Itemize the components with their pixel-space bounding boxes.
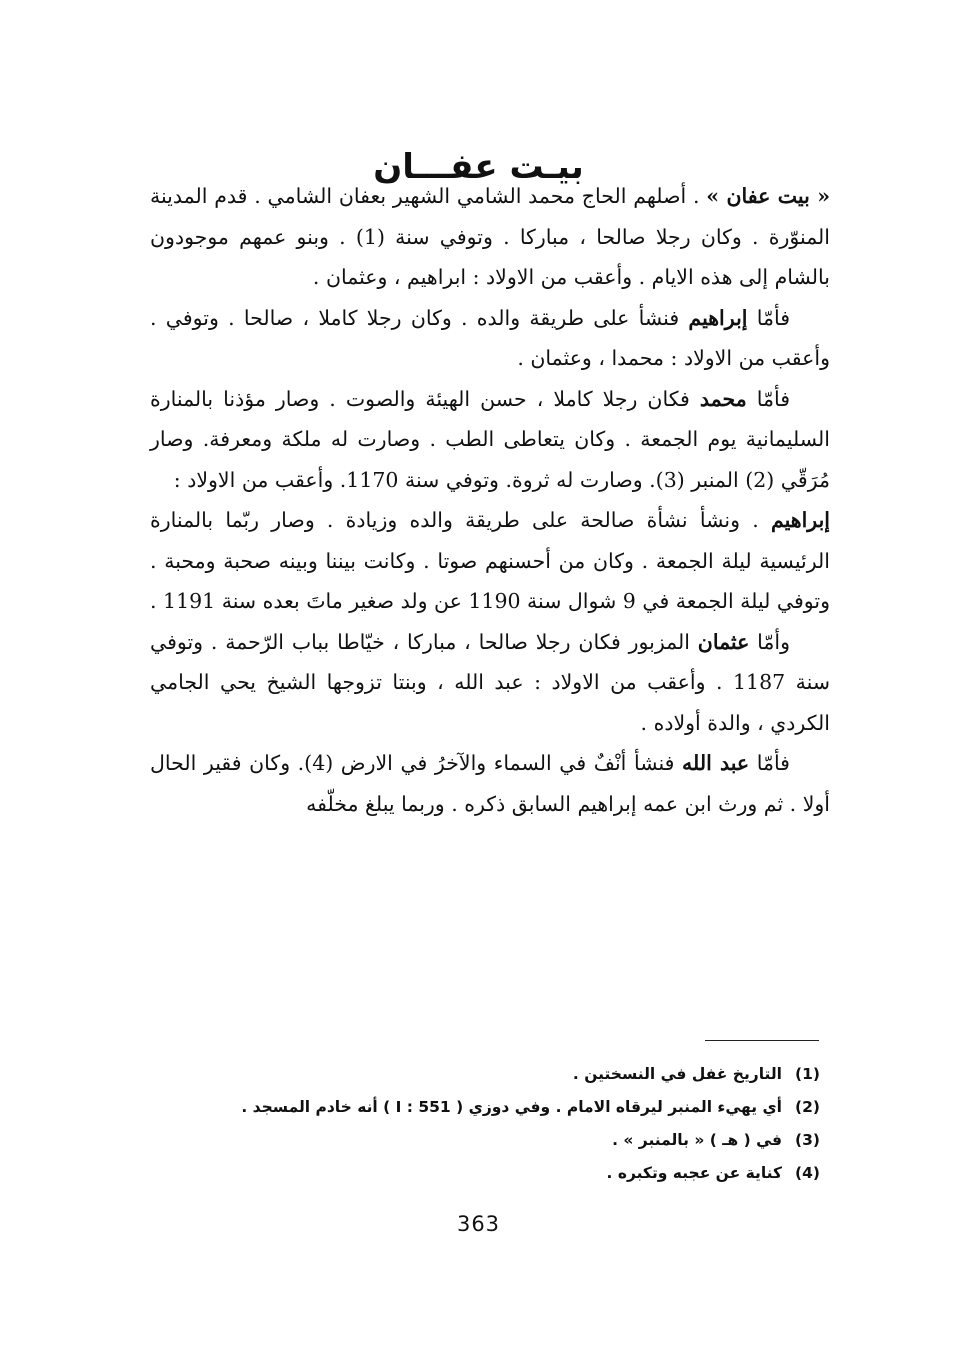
paragraph-text: فنشأ على طريقة والده . وكان رجلا كاملا ، صالحا . وتوفي . وأعقب من الاولاد : محمدا ، وعثمان . [150, 305, 830, 370]
footnote-text: التاريخ غفل في النسختين . [572, 1065, 782, 1083]
paragraph-heading: عبد الله [682, 751, 750, 775]
paragraph-text: . ونشأ نشأة صالحة على طريقة والده وزيادة . وصار ربّما بالمنارة الرئيسية ليلة الجمعة . وكان من أحسنهم صوتا . وكانت بيننا وبينه صحبة ومحبة . وتوفي ليلة الجمعة في 9 شوال سنة 1190 عن ولد صغير ماتَ بعده سنة 1191 . [150, 508, 830, 613]
paragraph-lead: فأمّا [746, 386, 790, 411]
paragraph-abdullah [150, 743, 830, 824]
paragraph-uthman [150, 622, 830, 744]
paragraph-heading: محمد [699, 386, 747, 411]
paragraph-lead: فأمّا [747, 305, 790, 330]
footnote-item [140, 1058, 820, 1091]
footnote-text: أي يهيء المنبر ليرقاه الامام . وفي دوزي ( I : 551 ) أنه خادم المسجد . [241, 1098, 782, 1116]
paragraph-lead: فأمّا [749, 751, 790, 775]
footnote-item [140, 1157, 820, 1190]
paragraph-heading: عثمان [697, 629, 750, 654]
paragraph-lead: وأمّا [749, 629, 791, 654]
footnote-number: (4) [795, 1164, 820, 1182]
paragraph-text: فكان رجلا كاملا ، حسن الهيئة والصوت . وصار مؤذنا بالمنارة السليمانية يوم الجمعة . وكان يتعاطى الطب . وصارت له ملكة ومعرفة. وصار مُرَقّي (2) المنبر (3). وصارت له ثروة. وتوفي سنة 1170. وأعقب من الاولاد : [150, 386, 830, 492]
footnotes [140, 1058, 820, 1190]
footnote-text: كناية عن عجبه وتكبره . [606, 1164, 782, 1182]
footnote-text: في ( هـ ) « بالمنبر » . [612, 1131, 782, 1149]
paragraph-heading: إبراهيم [770, 508, 830, 532]
footnote-number: (2) [795, 1098, 820, 1116]
footnote-item [140, 1091, 820, 1124]
paragraph-text: . أصلهم الحاج محمد الشامي الشهير بعفان الشامي . قدم المدينة المنوّرة . وكان رجلا صالحا ، مباركا . وتوفي سنة (1) . وبنو عمهم موجودون بالشام إلى هذه الايام . وأعقب من الاولاد : ابراهيم ، وعثمان . [150, 184, 830, 289]
paragraph-text: فنشأ أنْفٌ في السماء والآخرُ في الارض (4). وكان فقير الحال أولا . ثم ورث ابن عمه إبراهيم السابق ذكره . وربما يبلغ مخلّفه [150, 751, 830, 816]
paragraph-muhammad [150, 379, 830, 501]
paragraph-heading: « بيت عفان » [706, 184, 831, 208]
footnote-number: (1) [795, 1065, 820, 1083]
footnote-item [140, 1124, 820, 1157]
footnote-number: (3) [795, 1131, 820, 1149]
page-number: 363 [456, 1212, 501, 1236]
paragraph-text: المزبور فكان رجلا صالحا ، مباركا ، خيّاطا بباب الرّحمة . وتوفي سنة 1187 . وأعقب من الاولاد : عبد الله ، وبنتا تزوجها الشيخ يحي الجامي الكردي ، والدة أولاده . [150, 629, 830, 735]
paragraph-ibrahim-son [150, 500, 830, 622]
paragraph-heading: إبراهيم [688, 305, 748, 330]
section-title: بيـت عفـــان [373, 146, 584, 187]
body-text [150, 176, 830, 824]
paragraph-intro [150, 176, 830, 298]
footnote-divider [705, 1040, 819, 1041]
paragraph-ibrahim [150, 298, 830, 379]
